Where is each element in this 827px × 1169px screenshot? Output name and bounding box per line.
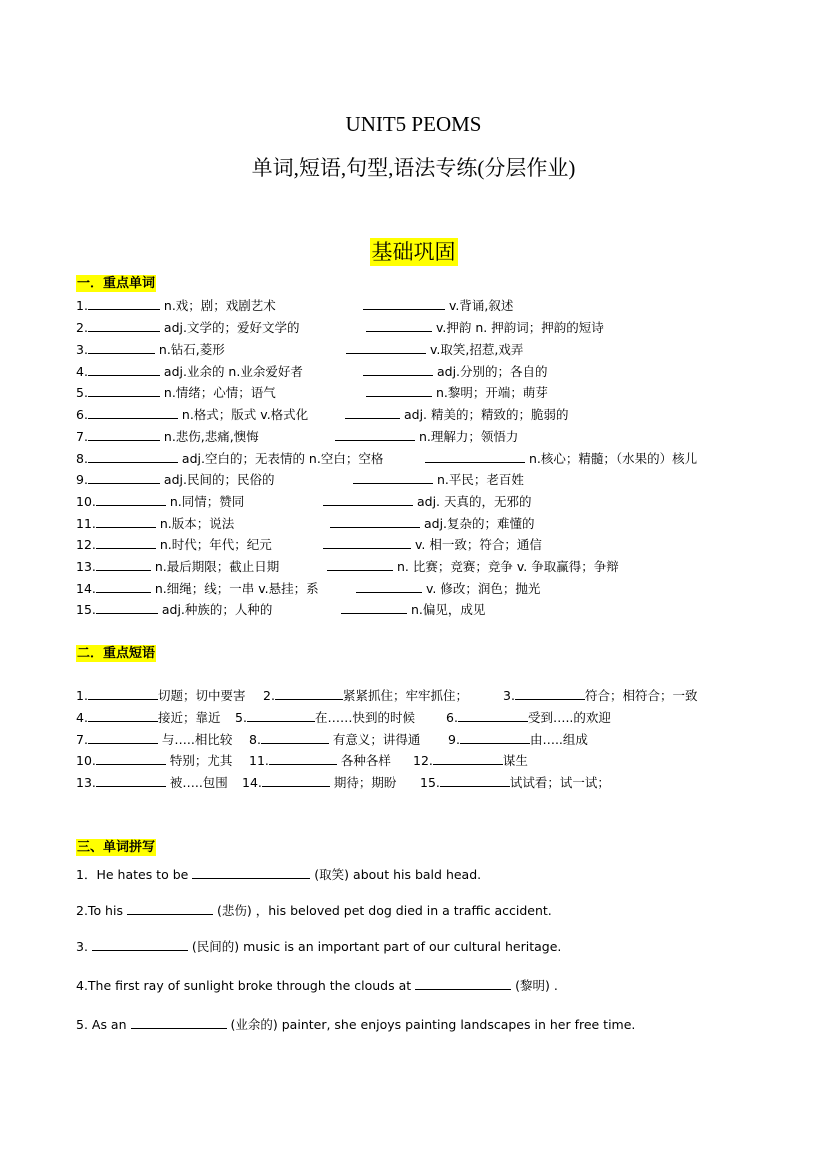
item-number: 7. xyxy=(76,429,88,444)
phrase-meaning: 在……快到的时候 xyxy=(314,710,415,725)
page-title: UNIT5 PEOMS xyxy=(345,112,482,136)
answer-blank[interactable] xyxy=(440,774,510,787)
item-number: 13. xyxy=(76,559,96,574)
word-item xyxy=(335,428,518,446)
answer-blank[interactable] xyxy=(330,515,420,528)
word-item xyxy=(346,341,523,359)
sentence-start: 3. xyxy=(76,939,88,954)
item-number: 8. xyxy=(76,451,88,466)
answer-blank[interactable] xyxy=(460,731,530,744)
item-number: 2. xyxy=(263,688,275,703)
answer-blank[interactable] xyxy=(433,752,503,765)
word-definition: n.平民；老百姓 xyxy=(433,472,524,487)
item-number: 10. xyxy=(76,494,96,509)
word-definition: n.最后期限；截止日期 xyxy=(150,559,280,574)
word-definition: n.悲伤,悲痛,懊悔 xyxy=(159,429,259,444)
answer-blank[interactable] xyxy=(127,902,213,915)
item-number: 14. xyxy=(242,775,262,790)
word-item xyxy=(341,601,485,619)
spelling-item xyxy=(76,938,561,956)
phrase-meaning: 谋生 xyxy=(502,753,528,768)
item-number: 7. xyxy=(76,732,88,747)
section-heading-phrases: 二．重点短语 xyxy=(77,646,156,661)
word-definition: n.格式；版式 v.格式化 xyxy=(177,407,309,422)
word-definition: v. 修改；润色；抛光 xyxy=(422,581,541,596)
word-item xyxy=(366,384,548,402)
sentence-start: 5. As an xyxy=(76,1017,127,1032)
word-definition: v.押韵 n. 押韵词；押韵的短诗 xyxy=(432,320,604,335)
answer-blank[interactable] xyxy=(88,363,160,376)
phrase-meaning: 试试看；试一试； xyxy=(509,775,610,790)
phrase-meaning: 符合；相符合；一致 xyxy=(584,688,698,703)
answer-blank[interactable] xyxy=(131,1016,227,1029)
item-number: 11. xyxy=(249,753,269,768)
word-item xyxy=(76,341,225,359)
word-definition: v.取笑,招惹,戏弄 xyxy=(426,342,524,357)
word-item xyxy=(323,493,532,511)
item-number: 11. xyxy=(76,516,96,531)
word-item xyxy=(323,536,542,554)
answer-blank[interactable] xyxy=(96,580,151,593)
phrase-meaning: 各种各样 xyxy=(336,753,391,768)
answer-blank[interactable] xyxy=(92,938,188,951)
item-number: 8. xyxy=(249,732,261,747)
sentence-start: 1．He hates to be xyxy=(76,867,189,882)
item-number: 4. xyxy=(76,710,88,725)
item-number: 1. xyxy=(76,688,88,703)
sentence-start: 4.The first ray of sunlight broke through the clouds at xyxy=(76,978,412,993)
word-definition: n.钻石,菱形 xyxy=(154,342,225,357)
answer-blank[interactable] xyxy=(96,601,158,614)
item-number: 12. xyxy=(76,537,96,552)
phrase-meaning: 期待；期盼 xyxy=(329,775,397,790)
word-definition: adj.民间的；民俗的 xyxy=(159,472,275,487)
answer-blank[interactable] xyxy=(96,752,166,765)
word-definition: n.核心；精髓；（水果的）核儿 xyxy=(525,451,698,466)
phrase-meaning: 切题；切中要害 xyxy=(157,688,246,703)
word-definition: adj.空白的；无表情的 n.空白；空格 xyxy=(177,451,384,466)
answer-blank[interactable] xyxy=(262,774,330,787)
word-definition: n.偏见，成见 xyxy=(407,602,486,617)
answer-blank[interactable] xyxy=(88,319,160,332)
answer-blank[interactable] xyxy=(88,709,158,722)
word-definition: n.理解力；领悟力 xyxy=(415,429,519,444)
phrase-item xyxy=(446,709,611,727)
phrase-item xyxy=(413,752,528,770)
level-banner-wrap xyxy=(0,238,827,266)
phrase-meaning: 接近；靠近 xyxy=(157,710,221,725)
answer-blank[interactable] xyxy=(346,341,426,354)
word-item xyxy=(76,580,319,598)
item-number: 2. xyxy=(76,320,88,335)
item-number: 9. xyxy=(448,732,460,747)
answer-blank[interactable] xyxy=(363,363,433,376)
word-definition: adj. 天真的，无邪的 xyxy=(413,494,532,509)
answer-blank[interactable] xyxy=(363,297,445,310)
word-item xyxy=(327,558,619,576)
spelling-item xyxy=(76,866,481,884)
answer-blank[interactable] xyxy=(96,493,166,506)
word-item xyxy=(76,493,244,511)
phrase-meaning: 受到…..的欢迎 xyxy=(527,710,611,725)
word-item xyxy=(366,319,604,337)
phrase-item xyxy=(263,687,468,705)
word-item xyxy=(76,536,272,554)
answer-blank[interactable] xyxy=(88,384,160,397)
answer-blank[interactable] xyxy=(96,774,166,787)
word-item xyxy=(76,319,299,337)
phrase-meaning: 与…..相比较 xyxy=(157,732,233,747)
sentence-end: painter, she enjoys painting landscapes in her free time. xyxy=(281,1017,636,1032)
item-number: 4. xyxy=(76,364,88,379)
word-definition: adj.复杂的；难懂的 xyxy=(420,516,535,531)
word-item xyxy=(353,471,524,489)
item-number: 1. xyxy=(76,298,88,313)
item-number: 5. xyxy=(76,385,88,400)
answer-blank[interactable] xyxy=(366,384,432,397)
word-definition: adj. 精美的；精致的；脆弱的 xyxy=(400,407,569,422)
chinese-hint: (民间的) xyxy=(191,939,240,954)
answer-blank[interactable] xyxy=(88,406,178,419)
sentence-start: 2.To his xyxy=(76,903,123,918)
word-item xyxy=(76,515,234,533)
phrase-item xyxy=(76,687,245,705)
answer-blank[interactable] xyxy=(323,536,411,549)
item-number: 13. xyxy=(76,775,96,790)
phrase-meaning: 有意义；讲得通 xyxy=(328,732,421,747)
word-definition: v.背诵,叙述 xyxy=(445,298,514,313)
answer-blank[interactable] xyxy=(192,866,310,879)
phrase-item xyxy=(235,709,415,727)
phrase-meaning: 紧紧抓住；牢牢抓住； xyxy=(342,688,468,703)
spelling-item xyxy=(76,1016,635,1034)
word-definition: adj.文学的；爱好文学的 xyxy=(159,320,300,335)
phrase-item xyxy=(249,752,391,770)
word-item xyxy=(76,450,383,468)
chinese-hint: (业余的) xyxy=(230,1017,278,1032)
answer-blank[interactable] xyxy=(88,297,160,310)
answer-blank[interactable] xyxy=(515,687,585,700)
answer-blank[interactable] xyxy=(341,601,407,614)
phrase-item xyxy=(76,709,220,727)
word-definition: adj.分别的；各自的 xyxy=(433,364,548,379)
answer-blank[interactable] xyxy=(247,709,315,722)
word-definition: n.黎明；开端；萌芽 xyxy=(432,385,548,400)
item-number: 14. xyxy=(76,581,96,596)
item-number: 15. xyxy=(76,602,96,617)
item-number: 3. xyxy=(76,342,88,357)
word-definition: n.戏；剧；戏剧艺术 xyxy=(159,298,276,313)
word-item xyxy=(76,384,276,402)
phrase-item xyxy=(76,774,228,792)
item-number: 5. xyxy=(235,710,247,725)
item-number: 15. xyxy=(420,775,440,790)
phrase-item xyxy=(448,731,588,749)
word-item xyxy=(356,580,540,598)
answer-blank[interactable] xyxy=(96,515,156,528)
answer-blank[interactable] xyxy=(327,558,393,571)
page-subtitle: 单词,短语,句型,语法专练(分层作业) xyxy=(251,156,576,180)
answer-blank[interactable] xyxy=(269,752,337,765)
word-item xyxy=(363,363,548,381)
word-item xyxy=(345,406,569,424)
sentence-end: ，his beloved pet dog died in a traffic accident. xyxy=(255,903,552,918)
phrase-meaning: 被…..包围 xyxy=(165,775,228,790)
word-definition: adj.种族的；人种的 xyxy=(157,602,273,617)
answer-blank[interactable] xyxy=(366,319,432,332)
item-number: 6. xyxy=(446,710,458,725)
item-number: 12. xyxy=(413,753,433,768)
phrase-meaning: 特别；尤其 xyxy=(165,753,233,768)
item-number: 3. xyxy=(503,688,515,703)
spelling-item xyxy=(76,902,552,920)
word-definition: n.版本；说法 xyxy=(155,516,235,531)
answer-blank[interactable] xyxy=(275,687,343,700)
word-item xyxy=(76,428,259,446)
sentence-end: . xyxy=(553,978,558,993)
answer-blank[interactable] xyxy=(335,428,415,441)
item-number: 9. xyxy=(76,472,88,487)
chinese-hint: (悲伤) xyxy=(216,903,252,918)
item-number: 6. xyxy=(76,407,88,422)
word-item xyxy=(330,515,535,533)
spelling-item xyxy=(76,977,558,995)
phrase-item xyxy=(76,752,232,770)
word-item xyxy=(76,406,308,424)
section-heading-words: 一．重点单词 xyxy=(77,276,156,291)
section-heading-spelling: 三、单词拼写 xyxy=(77,840,156,855)
chinese-hint: (取笑) xyxy=(314,867,350,882)
word-item xyxy=(76,297,276,315)
answer-blank[interactable] xyxy=(88,471,160,484)
answer-blank[interactable] xyxy=(261,731,329,744)
word-item xyxy=(76,363,303,381)
word-definition: n.时代；年代；纪元 xyxy=(155,537,272,552)
answer-blank[interactable] xyxy=(96,536,156,549)
answer-blank[interactable] xyxy=(415,977,511,990)
phrase-meaning: 由…..组成 xyxy=(529,732,588,747)
word-item xyxy=(76,471,274,489)
item-number: 10. xyxy=(76,753,96,768)
chinese-hint: (黎明) xyxy=(515,978,550,993)
sentence-end: music is an important part of our cultural heritage. xyxy=(243,939,562,954)
phrase-item xyxy=(249,731,420,749)
word-item xyxy=(76,558,279,576)
level-banner: 基础巩固 xyxy=(371,240,456,264)
answer-blank[interactable] xyxy=(88,428,160,441)
word-item xyxy=(363,297,513,315)
answer-blank[interactable] xyxy=(425,450,525,463)
answer-blank[interactable] xyxy=(88,341,155,354)
word-definition: n.情绪；心情；语气 xyxy=(159,385,276,400)
word-item xyxy=(76,601,272,619)
answer-blank[interactable] xyxy=(323,493,413,506)
phrase-item xyxy=(420,774,610,792)
sentence-end: about his bald head. xyxy=(353,867,482,882)
answer-blank[interactable] xyxy=(458,709,528,722)
answer-blank[interactable] xyxy=(356,580,422,593)
word-definition: n. 比赛；竞赛；竞争 v. 争取赢得；争辩 xyxy=(393,559,619,574)
word-definition: v. 相一致；符合；通信 xyxy=(411,537,542,552)
word-definition: adj.业余的 n.业余爱好者 xyxy=(159,364,303,379)
answer-blank[interactable] xyxy=(345,406,400,419)
word-definition: n.细绳；线；一串 v.悬挂；系 xyxy=(150,581,319,596)
answer-blank[interactable] xyxy=(96,558,151,571)
phrase-item xyxy=(76,731,232,749)
phrase-item xyxy=(242,774,396,792)
phrase-item xyxy=(503,687,697,705)
word-item xyxy=(425,450,697,468)
answer-blank[interactable] xyxy=(353,471,433,484)
answer-blank[interactable] xyxy=(88,450,178,463)
answer-blank[interactable] xyxy=(88,731,158,744)
answer-blank[interactable] xyxy=(88,687,158,700)
word-definition: n.同情；赞同 xyxy=(165,494,245,509)
